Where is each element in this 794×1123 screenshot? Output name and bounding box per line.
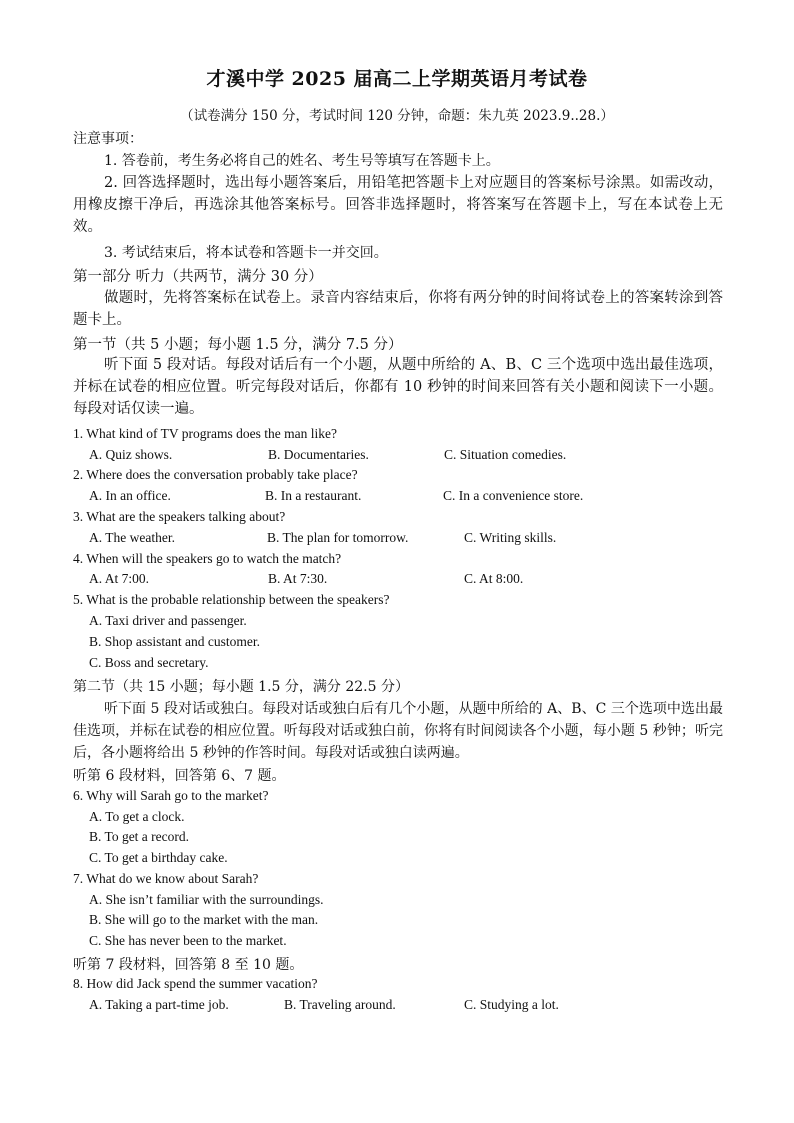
notice-item-2: 2. 回答选择题时，选出每小题答案后，用铅笔把答题卡上对应题目的答案标号涂黑。如需改动，用橡皮擦干净后，再选涂其他答案标号。回答非选择题时，将答案写在答题卡上，写在本试卷上无效。 bbox=[73, 175, 723, 235]
section1-intro: 听下面 5 段对话。每段对话后有一个小题，从题中所给的 A、B、C 三个选项中选出最佳选项，并标在试卷的相应位置。听完每段对话后，你都有 10 秒钟的时间来回答有关小题和阅读下一小题。每段对话仅读一遍。 bbox=[73, 357, 723, 417]
notice-item-3: 3. 考试结束后，将本试卷和答题卡一并交回。 bbox=[104, 245, 388, 261]
q4-option-a: A. At 7:00. bbox=[89, 571, 150, 586]
material-7-note: 听第 7 段材料，回答第 8 至 10 题。 bbox=[73, 957, 304, 973]
section2-intro: 听下面 5 段对话或独白。每段对话或独白后有几个小题，从题中所给的 A、B、C 三个选项中选出最佳选项，并标在试卷的相应位置。听每段对话或独白前，你将有时间阅读各个小题，每小题 5 秒钟；听完后，各小题将给出 5 秒钟的作答时间。每段对话或独白读两遍。 bbox=[73, 701, 723, 761]
part1-heading: 第一部分 听力（共两节，满分 30 分） bbox=[73, 269, 323, 285]
q8-option-b: B. Traveling around. bbox=[284, 997, 396, 1012]
question-7: 7. What do we know about Sarah? bbox=[73, 871, 259, 886]
question-4: 4. When will the speakers go to watch the match? bbox=[73, 551, 342, 566]
q7-option-b: B. She will go to the market with the man. bbox=[89, 912, 319, 927]
q5-option-a: A. Taxi driver and passenger. bbox=[89, 613, 247, 628]
section2-heading: 第二节（共 15 小题；每小题 1.5 分，满分 22.5 分） bbox=[73, 679, 409, 695]
material-6-note: 听第 6 段材料，回答第 6、7 题。 bbox=[73, 768, 286, 784]
q2-option-a: A. In an office. bbox=[89, 488, 171, 503]
q2-option-c: C. In a convenience store. bbox=[443, 488, 584, 503]
q2-option-b: B. In a restaurant. bbox=[265, 488, 362, 503]
q7-option-a: A. She isn’t familiar with the surroundings. bbox=[89, 892, 324, 907]
question-3: 3. What are the speakers talking about? bbox=[73, 509, 286, 524]
q1-option-b: B. Documentaries. bbox=[268, 447, 369, 462]
q6-option-a: A. To get a clock. bbox=[89, 809, 185, 824]
q1-option-a: A. Quiz shows. bbox=[89, 447, 173, 462]
q5-option-b: B. Shop assistant and customer. bbox=[89, 634, 260, 649]
question-8: 8. How did Jack spend the summer vacation? bbox=[73, 976, 318, 991]
notice-heading: 注意事项： bbox=[73, 131, 143, 147]
q4-option-b: B. At 7:30. bbox=[268, 571, 328, 586]
q7-option-c: C. She has never been to the market. bbox=[89, 933, 287, 948]
exam-title: 才溪中学 2025 届高二上学期英语月考试卷 bbox=[206, 68, 588, 90]
q6-option-c: C. To get a birthday cake. bbox=[89, 850, 228, 865]
question-5: 5. What is the probable relationship between the speakers? bbox=[73, 592, 390, 607]
q6-option-b: B. To get a record. bbox=[89, 829, 190, 844]
q8-option-a: A. Taking a part-time job. bbox=[89, 997, 229, 1012]
notice-item-1: 1. 答卷前，考生务必将自己的姓名、考生号等填写在答题卡上。 bbox=[104, 153, 500, 169]
q3-option-a: A. The weather. bbox=[89, 530, 175, 545]
section1-heading: 第一节（共 5 小题；每小题 1.5 分，满分 7.5 分） bbox=[73, 337, 403, 353]
q3-option-c: C. Writing skills. bbox=[464, 530, 557, 545]
q3-option-b: B. The plan for tomorrow. bbox=[267, 530, 409, 545]
question-1: 1. What kind of TV programs does the man like? bbox=[73, 426, 337, 441]
exam-subtitle: （试卷满分 150 分，考试时间 120 分钟，命题：朱九英 2023.9..28.） bbox=[180, 108, 614, 124]
q8-option-c: C. Studying a lot. bbox=[464, 997, 559, 1012]
question-6: 6. Why will Sarah go to the market? bbox=[73, 788, 269, 803]
question-2: 2. Where does the conversation probably take place? bbox=[73, 467, 358, 482]
q4-option-c: C. At 8:00. bbox=[464, 571, 524, 586]
q5-option-c: C. Boss and secretary. bbox=[89, 655, 209, 670]
q1-option-c: C. Situation comedies. bbox=[444, 447, 567, 462]
part1-intro: 做题时，先将答案标在试卷上。录音内容结束后，你将有两分钟的时间将试卷上的答案转涂到答题卡上。 bbox=[73, 290, 723, 328]
